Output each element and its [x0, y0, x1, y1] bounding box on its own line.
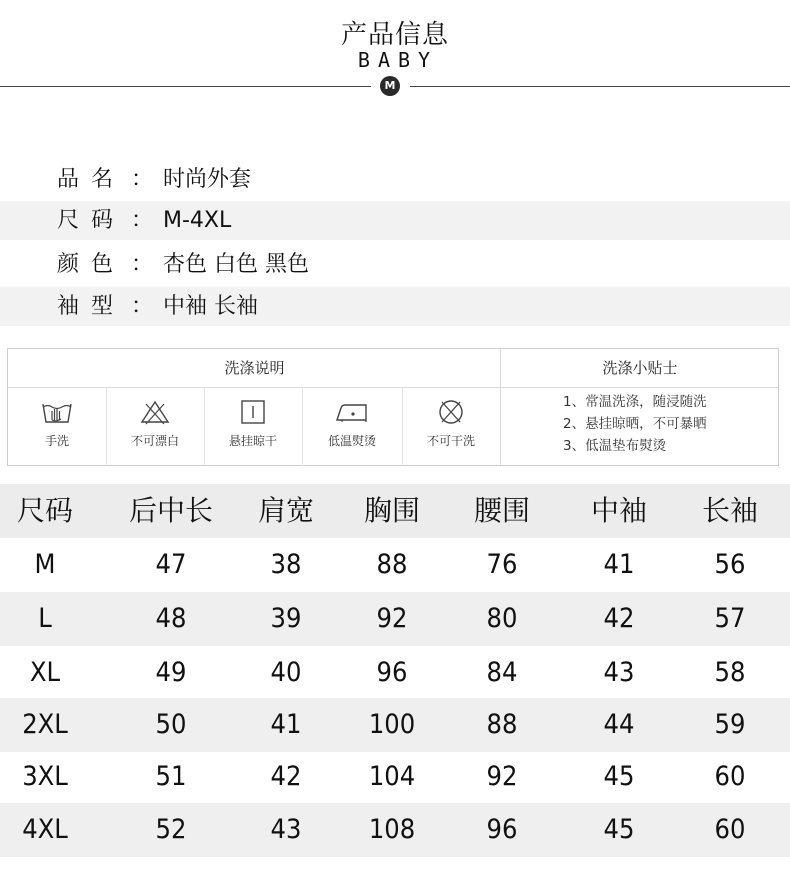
table-row — [0, 803, 790, 857]
table-cell: 42 — [270, 761, 302, 792]
table-cell: 56 — [714, 549, 746, 580]
info-row-size — [0, 201, 790, 240]
size-table-header — [0, 484, 790, 538]
hand-wash-icon — [40, 398, 74, 426]
table-cell: 39 — [270, 603, 302, 634]
care-item-hang-dry — [204, 388, 302, 466]
header-divider-left — [0, 86, 371, 87]
column-header: 尺码 — [16, 494, 74, 527]
table-cell: 41 — [603, 549, 635, 580]
table-row — [0, 592, 790, 646]
table-row — [0, 750, 790, 804]
page-subtitle: BABY — [357, 48, 439, 72]
table-cell: 100 — [368, 709, 416, 740]
table-cell: 92 — [486, 761, 518, 792]
table-cell: 104 — [368, 761, 416, 792]
table-cell: 92 — [376, 603, 408, 634]
no-bleach-icon — [138, 398, 172, 426]
care-panel — [7, 348, 779, 466]
table-cell: 108 — [368, 814, 416, 845]
washing-tips-list — [563, 391, 707, 457]
table-cell: 50 — [155, 709, 187, 740]
care-divider — [500, 349, 501, 465]
table-cell: 43 — [603, 657, 635, 688]
info-value: 中袖 长袖 — [163, 294, 258, 319]
table-cell: 4XL — [22, 814, 68, 845]
info-colon: ： — [131, 167, 154, 192]
table-row — [0, 538, 790, 592]
info-label: 袖型 — [57, 294, 126, 319]
care-item-low-iron — [302, 388, 402, 466]
tip-item: 2、悬挂晾晒，不可暴晒 — [563, 416, 707, 432]
table-cell: 42 — [603, 603, 635, 634]
table-cell: 60 — [714, 761, 746, 792]
table-cell: L — [38, 603, 52, 634]
table-cell: 45 — [603, 814, 635, 845]
table-cell: 48 — [155, 603, 187, 634]
table-cell: 96 — [376, 657, 408, 688]
care-label: 不可漂白 — [130, 434, 179, 448]
table-cell: 88 — [486, 709, 518, 740]
info-value: 时尚外套 — [163, 167, 252, 192]
info-colon: ： — [131, 208, 154, 233]
table-cell: 96 — [486, 814, 518, 845]
table-cell: 44 — [603, 709, 635, 740]
info-colon: ： — [131, 252, 154, 277]
table-cell: 84 — [486, 657, 518, 688]
care-label: 手洗 — [44, 434, 69, 448]
no-dry-clean-icon — [434, 398, 468, 426]
table-cell: 76 — [486, 549, 518, 580]
care-label: 悬挂晾干 — [228, 434, 277, 448]
table-cell: 3XL — [22, 761, 68, 792]
table-cell: 47 — [155, 549, 187, 580]
hang-dry-icon — [236, 398, 270, 426]
table-cell: 88 — [376, 549, 408, 580]
table-row — [0, 646, 790, 700]
tip-item: 1、常温洗涤，随浸随洗 — [563, 394, 707, 410]
table-cell: 59 — [714, 709, 746, 740]
column-header: 肩宽 — [257, 494, 315, 527]
table-cell: 51 — [155, 761, 187, 792]
care-item-no-bleach — [106, 388, 204, 466]
washing-instructions-title: 洗涤说明 — [224, 359, 285, 377]
table-cell: 40 — [270, 657, 302, 688]
table-cell: 43 — [270, 814, 302, 845]
info-label: 尺码 — [57, 208, 126, 233]
page-title: 产品信息 — [340, 20, 449, 50]
info-label: 颜色 — [57, 252, 126, 277]
tip-item: 3、低温垫布熨烫 — [563, 438, 667, 454]
table-cell: 57 — [714, 603, 746, 634]
care-item-no-dry-clean — [402, 388, 500, 466]
care-item-hand-wash — [8, 388, 106, 466]
care-label: 低温熨烫 — [327, 434, 376, 448]
table-row — [0, 698, 790, 752]
care-label: 不可干洗 — [426, 434, 475, 448]
column-header: 腰围 — [473, 494, 531, 527]
table-cell: 38 — [270, 549, 302, 580]
header-divider-right — [410, 86, 790, 87]
info-label: 品名 — [57, 167, 126, 192]
info-colon: ： — [131, 294, 154, 319]
low-iron-icon — [332, 398, 372, 426]
table-cell: 58 — [714, 657, 746, 688]
column-header: 后中长 — [128, 494, 214, 527]
table-cell: M — [34, 549, 56, 580]
table-cell: 41 — [270, 709, 302, 740]
info-row-name — [0, 160, 790, 199]
brand-badge: M — [380, 76, 400, 96]
washing-tips-title: 洗涤小贴士 — [602, 359, 678, 377]
info-row-sleeve — [0, 287, 790, 326]
column-header: 胸围 — [363, 494, 421, 527]
column-header: 长袖 — [701, 494, 759, 527]
table-cell: 2XL — [22, 709, 68, 740]
table-cell: 52 — [155, 814, 187, 845]
table-cell: 49 — [155, 657, 187, 688]
info-row-color — [0, 245, 790, 284]
table-cell: 45 — [603, 761, 635, 792]
info-value: 杏色 白色 黑色 — [163, 252, 309, 277]
table-cell: XL — [29, 657, 61, 688]
column-header: 中袖 — [590, 494, 648, 527]
table-cell: 80 — [486, 603, 518, 634]
info-value: M-4XL — [163, 208, 232, 233]
table-cell: 60 — [714, 814, 746, 845]
